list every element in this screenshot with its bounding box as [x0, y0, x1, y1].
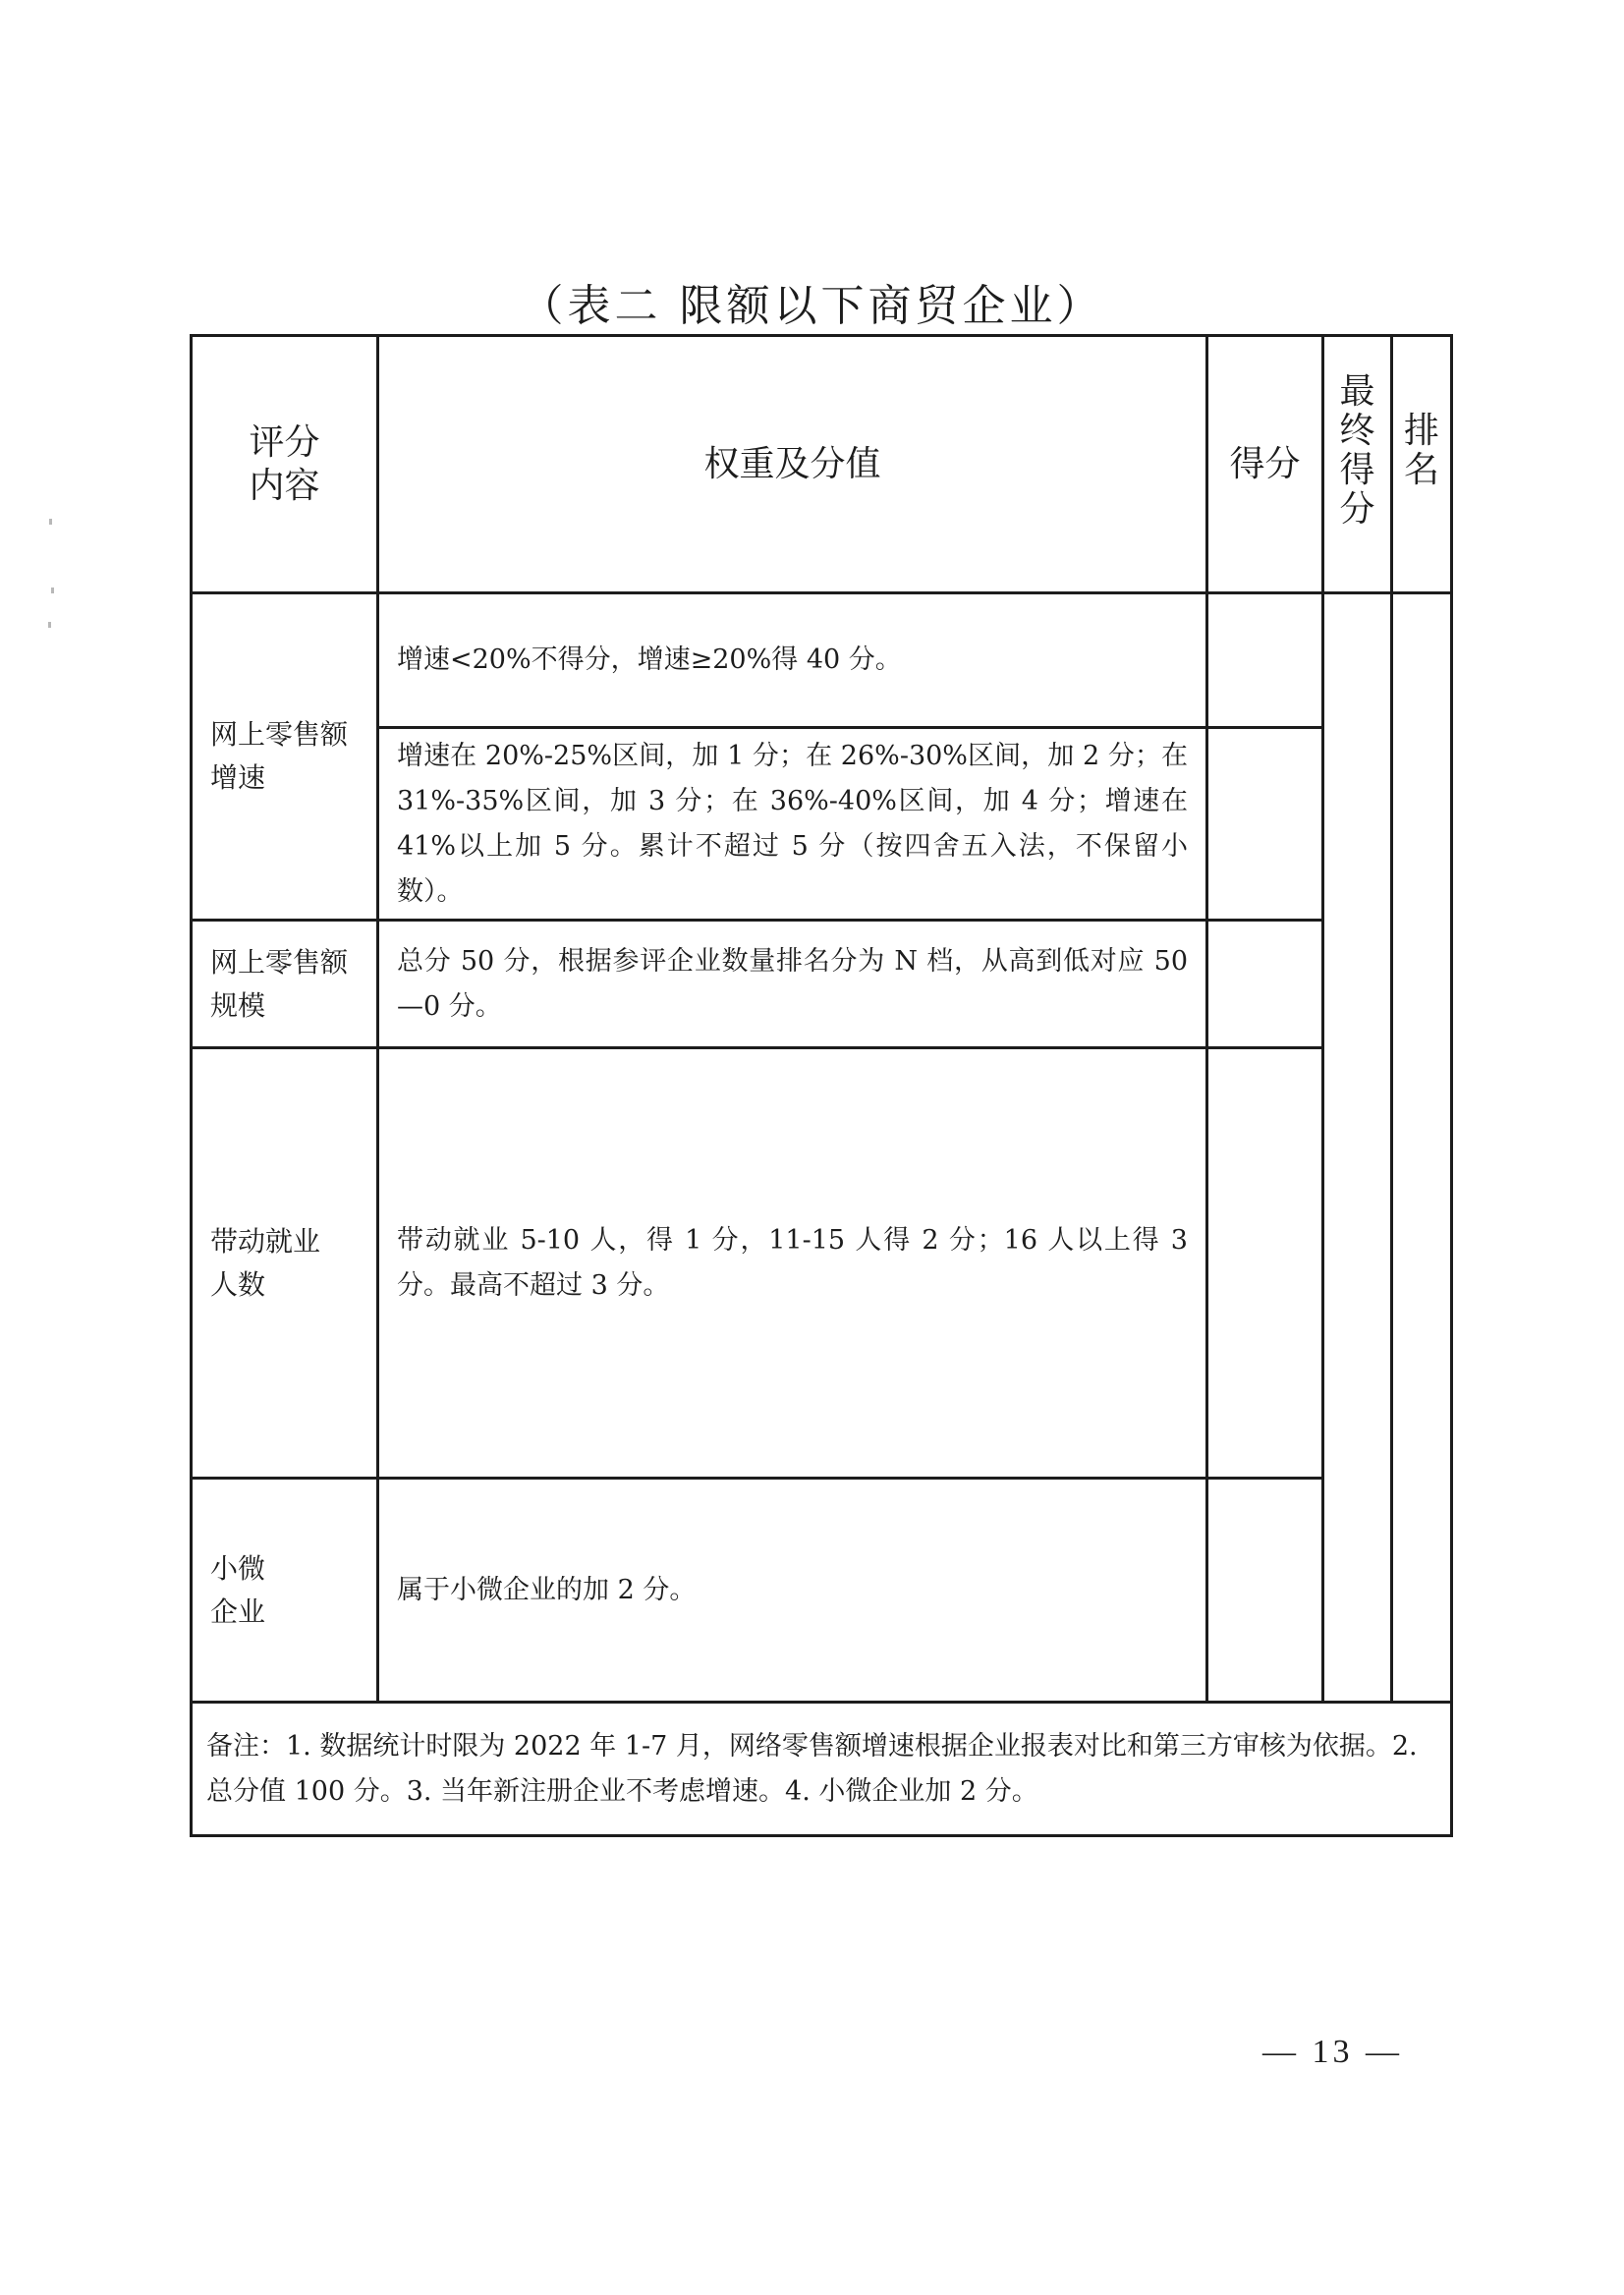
final-score-cell: [1323, 593, 1392, 1703]
category-scale-label: 网上零售额 规模: [210, 945, 349, 1022]
header-score: 得分: [1207, 336, 1323, 593]
category-employment: [192, 1048, 378, 1479]
header-weights: 权重及分值: [378, 336, 1207, 593]
category-micro: [192, 1479, 378, 1703]
category-growth: [192, 593, 378, 921]
rank-cell: [1392, 593, 1452, 1703]
score-cell: [1207, 593, 1323, 728]
header-content-label: 评分 内容: [249, 421, 320, 506]
criteria-growth-bonus: 增速在 20%-25%区间，加 1 分；在 26%-30%区间，加 2 分；在 31%-35%区间，加 3 分；在 36%-40%区间，加 4 分；增速在 41%以上加 5 分。累计不超过 5 分（按四舍五入法，不保留小数）。: [378, 728, 1207, 921]
header-rank: [1392, 336, 1452, 593]
table-row: [192, 921, 1452, 1048]
criteria-micro: 属于小微企业的加 2 分。: [378, 1479, 1207, 1703]
header-rank-label: 排名: [1404, 411, 1440, 490]
table-title: （表二 限额以下商贸企业）: [520, 281, 1104, 331]
table-row: [192, 728, 1452, 921]
score-cell: [1207, 921, 1323, 1048]
table-row: [192, 593, 1452, 728]
score-cell: [1207, 1479, 1323, 1703]
header-final-score: [1323, 336, 1392, 593]
category-growth-label: 网上零售额 增速: [210, 718, 349, 794]
criteria-growth-base: 增速<20%不得分，增速≥20%得 40 分。: [378, 593, 1207, 728]
table-row: [192, 1479, 1452, 1703]
table-note: 备注：1. 数据统计时限为 2022 年 1-7 月，网络零售额增速根据企业报表对比和第三方审核为依据。2. 总分值 100 分。3. 当年新注册企业不考虑增速。4. 小微企业加 2 分。: [192, 1703, 1452, 1836]
table-row: [192, 1048, 1452, 1479]
table-row: [192, 1703, 1452, 1836]
scoring-table: [190, 334, 1453, 1837]
category-micro-label: 小微 企业: [210, 1551, 266, 1628]
header-final-score-label: 最终得分: [1339, 371, 1375, 530]
criteria-scale: 总分 50 分，根据参评企业数量排名分为 N 档，从高到低对应 50—0 分。: [378, 921, 1207, 1048]
category-scale: [192, 921, 378, 1048]
score-cell: [1207, 1048, 1323, 1479]
scan-speck: [49, 519, 52, 525]
scan-speck: [51, 588, 54, 593]
category-employment-label: 带动就业 人数: [210, 1224, 321, 1301]
criteria-employment: 带动就业 5-10 人，得 1 分，11-15 人得 2 分；16 人以上得 3 分。最高不超过 3 分。: [378, 1048, 1207, 1479]
page-number: — 13 —: [1262, 2034, 1403, 2070]
score-cell: [1207, 728, 1323, 921]
scan-speck: [48, 622, 51, 628]
table-header-row: [192, 336, 1452, 593]
header-content: [192, 336, 378, 593]
